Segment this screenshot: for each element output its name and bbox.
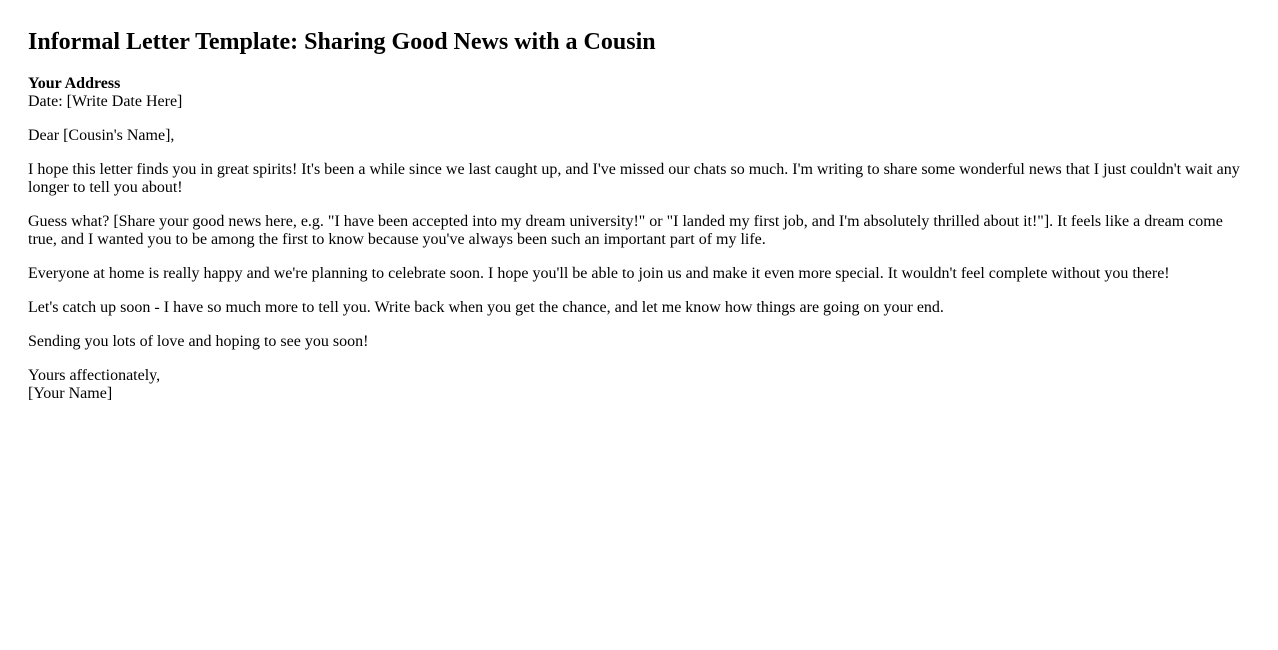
body-paragraph-4: Let's catch up soon - I have so much more to tell you. Write back when you get the chance, and let me know how things are going on your end. [28,299,944,316]
date-line: Date: [Write Date Here] [28,93,183,110]
closing-line: Yours affectionately, [28,367,161,384]
body-paragraph-1: I hope this letter finds you in great spirits! It's been a while since we last caught up, and I've missed our chats so much. I'm writing to share some wonderful news that I just couldn't wait any longer to tell you about! [28,161,1240,196]
greeting: Dear [Cousin's Name], [28,127,175,144]
address-label: Your Address [28,75,121,92]
body-paragraph-3: Everyone at home is really happy and we're planning to celebrate soon. I hope you'll be able to join us and make it even more special. It wouldn't feel complete without you there! [28,265,1170,282]
body-paragraph-5: Sending you lots of love and hoping to see you soon! [28,333,369,350]
page-title: Informal Letter Template: Sharing Good News with a Cousin [28,29,656,55]
closing-block [28,367,1250,403]
body-paragraph-2: Guess what? [Share your good news here, e.g. "I have been accepted into my dream university!" or "I landed my first job, and I'm absolutely thrilled about it!"]. It feels like a dream come true, and I wanted you to be among the first to know because you've always been such an important part of my life. [28,213,1223,248]
address-block [28,75,1250,111]
signature: [Your Name] [28,385,113,402]
